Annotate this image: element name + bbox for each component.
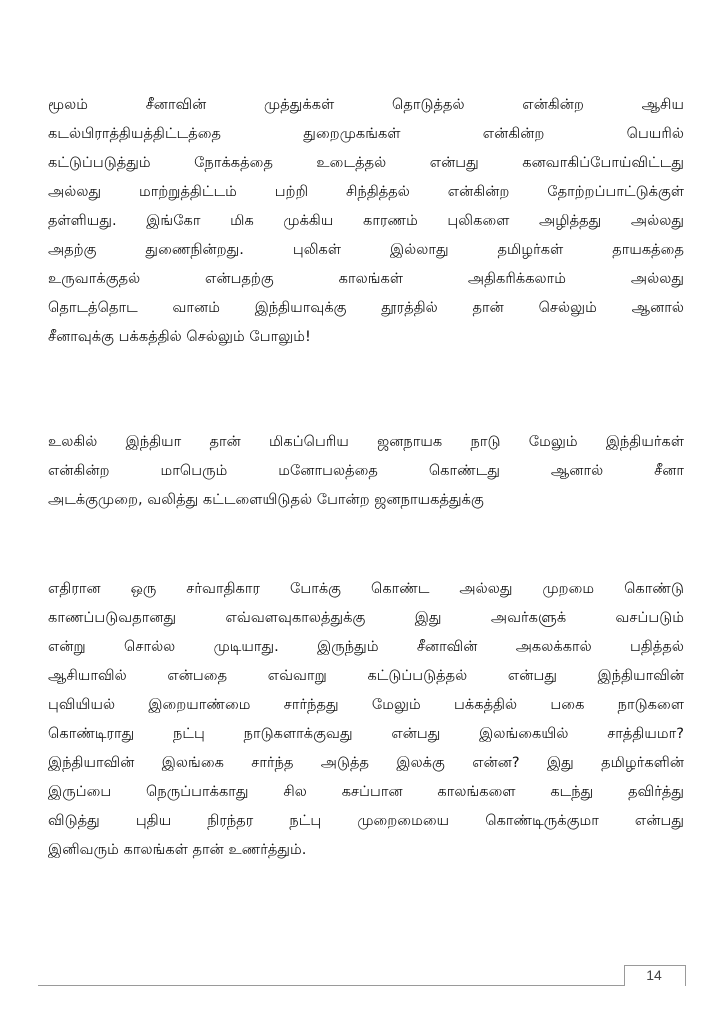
text-line: சீனாவுக்கு பக்கத்தில் செல்லும் போலும்! xyxy=(48,328,311,345)
text-line: காணப்படுவதானது எவ்வளவுகாலத்துக்கு இது அவர்களுக் வசப்படும் xyxy=(48,609,684,626)
text-line: உருவாக்குதல் என்பதற்கு காலங்கள் அதிகரிக்கலாம் அல்லது xyxy=(48,270,684,287)
text-line: மூலம் சீனாவின் முத்துக்கள் தொடுத்தல் என்கின்ற ஆசிய xyxy=(48,96,684,113)
paragraph-1 xyxy=(48,90,684,351)
text-line: உலகில் இந்தியா தான் மிகப்பெரிய ஜனநாயக நாடு மேலும் இந்தியர்கள் xyxy=(48,433,684,450)
text-line: கடல்பிராத்தியத்திட்டத்தை துறைமுகங்கள் என்கின்ற பெயரில் xyxy=(48,125,684,142)
text-line: கொண்டிராது நட்பு நாடுகளாக்குவது என்பது இலங்கையில் சாத்தியமா? xyxy=(48,725,684,742)
text-line: அதற்கு துணைநின்றது. புலிகள் இல்லாது தமிழர்கள் தாயகத்தை xyxy=(48,241,684,258)
paragraph-2 xyxy=(48,427,684,514)
text-line: தொடத்தொட வானம் இந்தியாவுக்கு தூரத்தில் தான் செல்லும் ஆனால் xyxy=(48,299,684,316)
text-line: என்று சொல்ல முடியாது. இருந்தும் சீனாவின் அகலக்கால் பதித்தல் xyxy=(48,638,684,655)
page-number: 14 xyxy=(646,967,662,983)
paragraph-3 xyxy=(48,574,684,864)
text-line: என்கின்ற மாபெரும் மனோபலத்தை கொண்டது ஆனால் சீனா xyxy=(48,462,684,479)
text-line: கட்டுப்படுத்தும் நோக்கத்தை உடைத்தல் என்பது கனவாகிப்போய்விட்டது xyxy=(48,154,684,171)
text-line: தள்ளியது. இங்கோ மிக முக்கிய காரணம் புலிகளை அழித்தது அல்லது xyxy=(48,212,684,229)
text-line: புவியியல் இறையாண்மை சார்ந்தது மேலும் பக்கத்தில் பகை நாடுகளை xyxy=(48,696,684,713)
text-line: இருப்பை நெருப்பாக்காது சில கசப்பான காலங்களை கடந்து தவிர்த்து xyxy=(48,783,684,800)
text-line: எதிரான ஒரு சர்வாதிகார போக்கு கொண்ட அல்லது முறமை கொண்டு xyxy=(48,580,684,597)
text-line: இனிவரும் காலங்கள் தான் உணர்த்தும். xyxy=(48,841,307,858)
text-line: விடுத்து புதிய நிரந்தர நட்பு முறைமையை கொண்டிருக்குமா என்பது xyxy=(48,812,684,829)
text-line: அல்லது மாற்றுத்திட்டம் பற்றி சிந்தித்தல் என்கின்ற தோற்றப்பாட்டுக்குள் xyxy=(48,183,684,200)
text-line: அடக்குமுறை, வலித்து கட்டளையிடுதல் போன்ற ஜனநாயகத்துக்கு xyxy=(48,491,484,508)
text-line: ஆசியாவில் என்பதை எவ்வாறு கட்டுப்படுத்தல் என்பது இந்தியாவின் xyxy=(48,667,684,684)
footer-rule xyxy=(38,985,686,986)
text-line: இந்தியாவின் இலங்கை சார்ந்த அடுத்த இலக்கு என்ன? இது தமிழர்களின் xyxy=(48,754,684,771)
